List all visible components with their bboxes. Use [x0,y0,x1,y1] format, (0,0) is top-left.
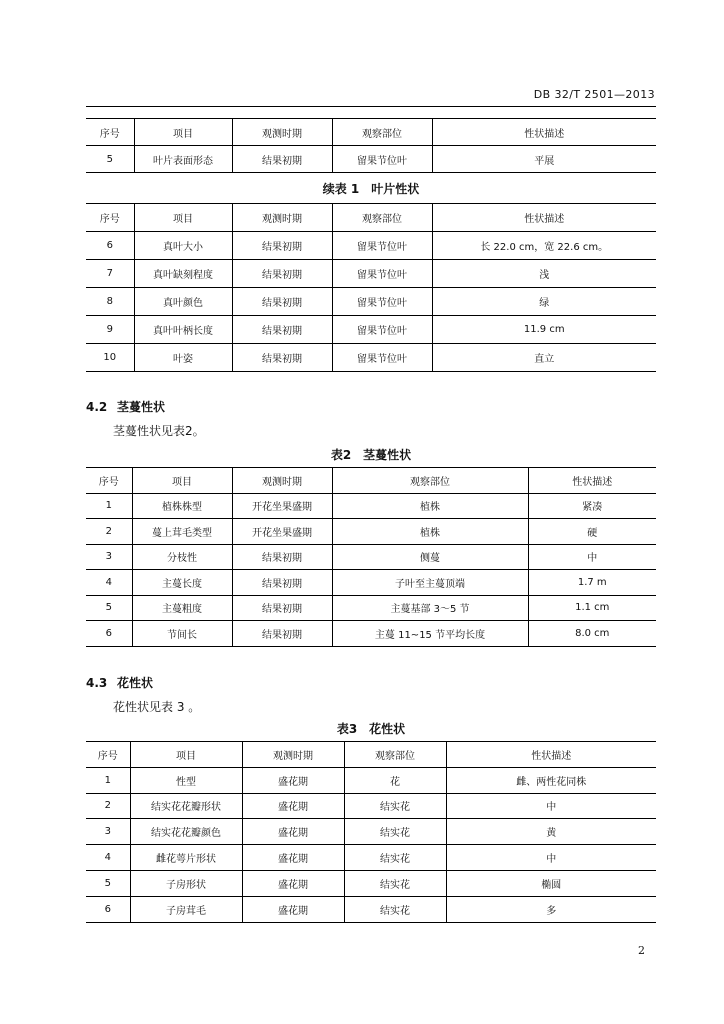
table-row [86,344,656,372]
table-cell: 留果节位叶 [332,260,432,288]
table-cell: 绿 [432,288,656,316]
table-cell: 留果节位叶 [332,146,432,173]
section-4-2-text: 茎蔓性状见表2。 [113,424,205,438]
column-header: 观测时期 [232,204,332,232]
table-cell: 4 [86,570,132,596]
table-cell: 盛花期 [242,870,344,896]
table-cell: 侧蔓 [332,544,528,570]
table-cell: 子房茸毛 [130,896,242,922]
table-cell: 浅 [432,260,656,288]
table-cell: 盛花期 [242,896,344,922]
table-cell: 真叶叶柄长度 [134,316,232,344]
table-cell: 7 [86,260,134,288]
table1-caption: 续表 1 叶片性状 [322,182,420,196]
table-cell: 性型 [130,767,242,793]
table3-caption: 表3 花性状 [336,722,406,736]
section-title: 花性状 [117,676,154,690]
table-cell: 植株 [332,519,528,545]
table-cell: 主蔓长度 [132,570,232,596]
table-cell: 植株 [332,493,528,519]
table-cell: 10 [86,344,134,372]
table-cell: 蔓上茸毛类型 [132,519,232,545]
table-cell: 盛花期 [242,767,344,793]
table-cell: 5 [86,595,132,621]
column-header: 序号 [86,204,134,232]
table-cell: 雌花萼片形状 [130,845,242,871]
section-number: 4.3 [86,676,108,690]
table-cell: 平展 [432,146,656,173]
column-header: 观察部位 [332,204,432,232]
column-header: 观察部位 [344,742,446,768]
table-cell: 6 [86,621,132,647]
table-cell: 1.1 cm [528,595,656,621]
table-cell: 多 [446,896,656,922]
table-cell: 留果节位叶 [332,316,432,344]
table-cell: 结果初期 [232,344,332,372]
table-cell: 盛花期 [242,845,344,871]
table1-part2 [86,203,656,372]
column-header: 序号 [86,742,130,768]
table-cell: 1 [86,767,130,793]
table-row [86,232,656,260]
column-header: 性状描述 [446,742,656,768]
table-cell: 11.9 cm [432,316,656,344]
table-cell: 结实花花瓣形状 [130,793,242,819]
table-cell: 分枝性 [132,544,232,570]
table-cell: 6 [86,232,134,260]
section-number: 4.2 [86,400,108,414]
table-cell: 直立 [432,344,656,372]
table-row [86,544,656,570]
section-4-3-text: 花性状见表 3 。 [113,700,201,714]
table-cell: 5 [86,146,134,173]
table-cell: 结实花 [344,793,446,819]
table-cell: 中 [446,793,656,819]
table-cell: 子叶至主蔓顶端 [332,570,528,596]
table-cell: 结实花 [344,845,446,871]
document-code: DB 32/T 2501—2013 [533,88,655,101]
table-cell: 黄 [446,819,656,845]
column-header: 观测时期 [232,468,332,494]
table-cell: 留果节位叶 [332,232,432,260]
column-header: 观测时期 [232,119,332,146]
table-cell: 结果初期 [232,232,332,260]
table-cell: 主蔓基部 3～5 节 [332,595,528,621]
table-cell: 中 [446,845,656,871]
column-header: 观察部位 [332,468,528,494]
table-cell: 真叶缺刻程度 [134,260,232,288]
table-header-row [86,742,656,768]
table-row [86,870,656,896]
table-row [86,146,656,173]
table-cell: 3 [86,544,132,570]
table-cell: 长 22.0 cm，宽 22.6 cm。 [432,232,656,260]
section-title: 茎蔓性状 [117,400,166,414]
table-cell: 真叶大小 [134,232,232,260]
table-cell: 结果初期 [232,146,332,173]
table-cell: 结果初期 [232,260,332,288]
table-row [86,260,656,288]
table-cell: 主蔓粗度 [132,595,232,621]
table-cell: 结实花 [344,896,446,922]
column-header: 项目 [134,119,232,146]
table-cell: 4 [86,845,130,871]
table-cell: 结果初期 [232,621,332,647]
table-cell: 留果节位叶 [332,288,432,316]
column-header: 性状描述 [432,204,656,232]
table-cell: 结果初期 [232,288,332,316]
table-cell: 结果初期 [232,544,332,570]
table-cell: 主蔓 11~15 节平均长度 [332,621,528,647]
table-cell: 真叶颜色 [134,288,232,316]
table-cell: 2 [86,519,132,545]
table-row [86,288,656,316]
table-cell: 椭圆 [446,870,656,896]
table-header-row [86,119,656,146]
column-header: 性状描述 [432,119,656,146]
table-row [86,621,656,647]
table-header-row [86,468,656,494]
column-header: 项目 [130,742,242,768]
table-cell: 中 [528,544,656,570]
column-header: 项目 [134,204,232,232]
table-header-row [86,204,656,232]
table3 [86,741,656,923]
table-cell: 叶姿 [134,344,232,372]
column-header: 观测时期 [242,742,344,768]
table-cell: 开花坐果盛期 [232,493,332,519]
column-header: 序号 [86,468,132,494]
table-row [86,570,656,596]
table-cell: 结实花 [344,870,446,896]
table-cell: 留果节位叶 [332,344,432,372]
table-cell: 8.0 cm [528,621,656,647]
table-row [86,595,656,621]
table-cell: 1.7 m [528,570,656,596]
table2-caption: 表2 茎蔓性状 [330,448,412,462]
section-4-2-heading [86,398,165,415]
table-row [86,793,656,819]
column-header: 观察部位 [332,119,432,146]
table-cell: 紧凑 [528,493,656,519]
table-cell: 节间长 [132,621,232,647]
table-cell: 结实花花瓣颜色 [130,819,242,845]
table-cell: 开花坐果盛期 [232,519,332,545]
table-cell: 5 [86,870,130,896]
table-cell: 结实花 [344,819,446,845]
table-row [86,316,656,344]
table-cell: 盛花期 [242,793,344,819]
table1-part1 [86,118,656,173]
table-cell: 结果初期 [232,570,332,596]
table-cell: 盛花期 [242,819,344,845]
table-row [86,519,656,545]
table-cell: 结果初期 [232,316,332,344]
table-cell: 子房形状 [130,870,242,896]
table-cell: 叶片表面形态 [134,146,232,173]
table-row [86,845,656,871]
table-cell: 2 [86,793,130,819]
table-cell: 花 [344,767,446,793]
column-header: 性状描述 [528,468,656,494]
column-header: 项目 [132,468,232,494]
column-header: 序号 [86,119,134,146]
header-rule [86,106,656,107]
table-cell: 雌、两性花同株 [446,767,656,793]
table-cell: 硬 [528,519,656,545]
table-cell: 6 [86,896,130,922]
table-row [86,493,656,519]
section-4-3-heading [86,674,153,691]
table-cell: 8 [86,288,134,316]
table-cell: 1 [86,493,132,519]
table2 [86,467,656,647]
table-cell: 3 [86,819,130,845]
table-row [86,896,656,922]
page-number: 2 [638,944,645,957]
table-cell: 植株株型 [132,493,232,519]
table-row [86,819,656,845]
table-cell: 9 [86,316,134,344]
table-cell: 结果初期 [232,595,332,621]
table-row [86,767,656,793]
